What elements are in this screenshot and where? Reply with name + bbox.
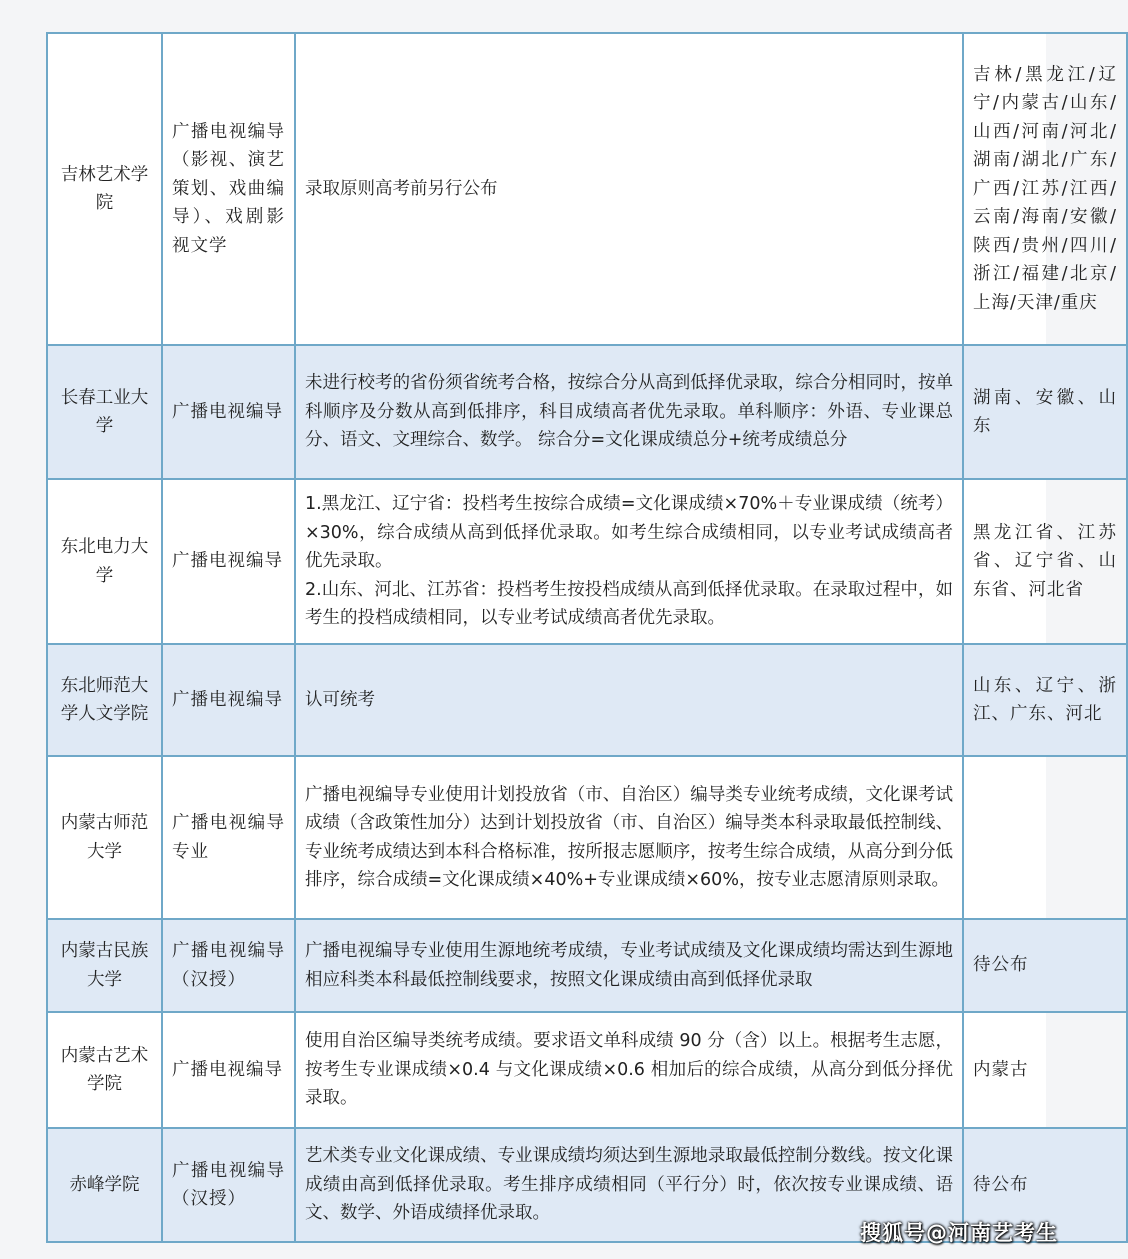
province-cell [963,756,1127,919]
rule-text: 录取原则高考前另行公布 [305,178,498,199]
province-cell: 山东、辽宁、浙江、广东、河北 [963,644,1127,756]
province-cell: 湖南、安徽、山东 [963,345,1127,479]
rule-cell [295,479,963,644]
province-cell: 待公布 [963,1128,1127,1242]
school-cell: 吉林艺术学院 [47,33,162,345]
admission-table-sheet [46,32,1117,1243]
rule-text: 2.山东、河北、江苏省：投档考生按投档成绩从高到低择优录取。在录取过程中，如考生的投档成绩相同，以专业考试成绩高者优先录取。 [305,579,953,629]
major-cell: 广播电视编导专业 [162,756,295,919]
rule-text: 1.黑龙江、辽宁省：投档考生按综合成绩=文化课成绩×70%＋专业课成绩（统考）×30%，综合成绩从高到低择优录取。如考生综合成绩相同，以专业考试成绩高者优先录取。 [305,494,953,572]
rule-cell [295,756,963,919]
school-cell: 内蒙古师范大学 [47,756,162,919]
school-cell: 内蒙古民族大学 [47,919,162,1012]
table-row [47,479,1127,644]
school-cell: 内蒙古艺术学院 [47,1012,162,1128]
major-cell: 广播电视编导 [162,644,295,756]
major-cell: 广播电视编导 [162,345,295,479]
rule-text: 未进行校考的省份须省统考合格，按综合分从高到低择优录取，综合分相同时，按单科顺序及分数从高到低排序，科目成绩高者优先录取。单科顺序：外语、专业课总分、语文、文理综合、数学。 综合分=文化课成绩总分+统考成绩总分 [305,373,953,451]
major-cell: 广播电视编导 [162,1012,295,1128]
table-row [47,33,1127,345]
rule-text: 艺术类专业文化课成绩、专业课成绩均须达到生源地录取最低控制分数线。按文化课成绩由高到低择优录取。考生排序成绩相同（平行分）时，依次按专业课成绩、语文、数学、外语成绩择优录取。 [305,1146,953,1224]
table-row [47,756,1127,919]
province-cell: 吉林/黑龙江/辽宁/内蒙古/山东/山西/河南/河北/湖南/湖北/广东/广西/江苏/江西/云南/海南/安徽/陕西/贵州/四川/浙江/福建/北京/上海/天津/重庆 [963,33,1127,345]
rule-text: 广播电视编导专业使用生源地统考成绩，专业考试成绩及文化课成绩均需达到生源地相应科类本科最低控制线要求，按照文化课成绩由高到低择优录取 [305,941,953,990]
school-cell: 东北师范大学人文学院 [47,644,162,756]
major-cell: 广播电视编导（影视、演艺策划、戏曲编导）、戏剧影视文学 [162,33,295,345]
rule-text: 广播电视编导专业使用计划投放省（市、自治区）编导类专业统考成绩，文化课考试成绩（含政策性加分）达到计划投放省（市、自治区）编导类本科录取最低控制线、专业统考成绩达到本科合格标准，按所报志愿顺序，按考生综合成绩，从高分到分低排序，综合成绩=文化课成绩×40%+专业课成绩×60%，按专业志愿清原则录取。 [305,784,953,890]
school-cell: 长春工业大学 [47,345,162,479]
rule-cell [295,345,963,479]
major-cell: 广播电视编导 [162,479,295,644]
major-cell: 广播电视编导（汉授） [162,1128,295,1242]
table-row [47,919,1127,1012]
table-row [47,345,1127,479]
rule-text: 使用自治区编导类统考成绩。要求语文单科成绩 90 分（含）以上。根据考生志愿，按考生专业课成绩×0.4 与文化课成绩×0.6 相加后的综合成绩，从高分到低分择优录取。 [305,1031,953,1109]
province-cell: 内蒙古 [963,1012,1127,1128]
table-row [47,1012,1127,1128]
source-watermark: 搜狐号@河南艺考生 [860,1221,1058,1245]
province-cell: 黑龙江省、江苏省、辽宁省、山东省、河北省 [963,479,1127,644]
province-cell: 待公布 [963,919,1127,1012]
table-row [47,644,1127,756]
rule-cell [295,33,963,345]
rule-text: 认可统考 [305,689,375,710]
rule-cell [295,919,963,1012]
rule-cell [295,644,963,756]
school-cell: 东北电力大学 [47,479,162,644]
admission-table [46,32,1128,1243]
major-cell: 广播电视编导（汉授） [162,919,295,1012]
school-cell: 赤峰学院 [47,1128,162,1242]
rule-cell [295,1012,963,1128]
